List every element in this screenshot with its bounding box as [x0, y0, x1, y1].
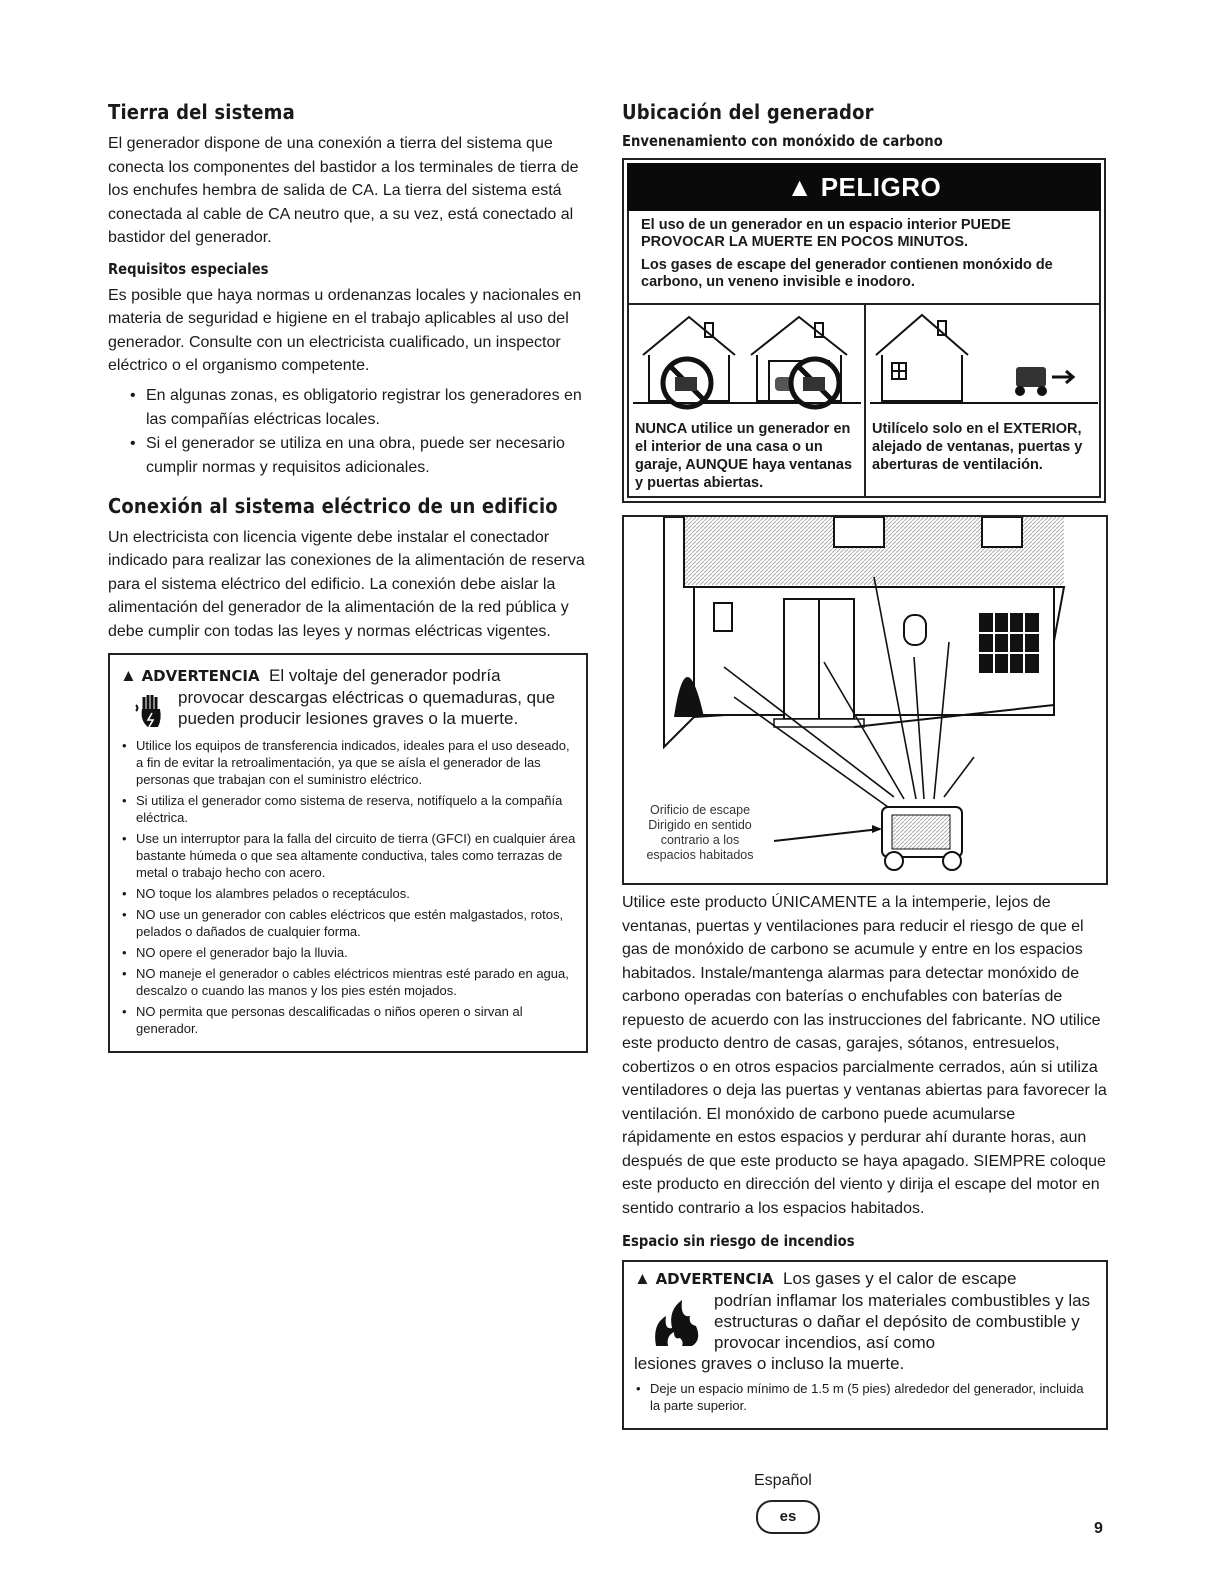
warning-label: ADVERTENCIA — [141, 667, 260, 685]
warning-text-rest: podrían inflamar los materiales combustibles y las estructuras o dañar el depósito de combustible y provocar incendios, así como — [714, 1291, 1091, 1352]
exhaust-caption: Orificio de escape Dirigido en sentido contrario a los espacios habitados — [646, 803, 754, 862]
panel-outdoor-only — [864, 305, 1099, 496]
language-badge: es — [756, 1500, 820, 1534]
warning-label: ADVERTENCIA — [655, 1270, 774, 1288]
electrical-warning-box — [108, 653, 588, 1053]
warning-header — [120, 665, 576, 687]
section-title-special-requirements: Requisitos especiales — [108, 259, 269, 278]
electric-shock-icon — [134, 691, 168, 731]
caption-indoor-prohibited: NUNCA utilice un generador en el interior de una casa o un garaje, AUNQUE haya ventanas y puertas abiertas. — [635, 421, 853, 491]
building-connection-text: Un electricista con licencia vigente debe instalar el conectador indicado para realizar las conexiones de la alimentación de reserva para el sistema eléctrico del edificio. La conexión debe aislar la alimentación del generador de la alimentación de la red pública y debe cumplir con todas las leyes y normas eléctricas vigentes. — [108, 528, 585, 640]
section-title-building-connection: Conexión al sistema eléctrico de un edificio — [108, 493, 558, 518]
footer-language: Español — [754, 1472, 812, 1489]
warning-header — [634, 1268, 1096, 1290]
warning-icon-row — [634, 1290, 1096, 1353]
right-column — [622, 100, 1108, 1430]
list-item: • NO toque los alambres pelados o receptáculos. — [120, 885, 576, 902]
warning-icon-row — [120, 687, 576, 731]
warning-list — [634, 1380, 1096, 1414]
section-title-generator-location: Ubicación del generador — [622, 100, 874, 124]
danger-triangle-icon: ▲ — [786, 172, 813, 202]
list-item: • NO opere el generador bajo la lluvia. — [120, 944, 576, 961]
fire-icon — [648, 1294, 704, 1350]
danger-text-2: Los gases de escape del generador contienen monóxido de carbono, un veneno invisible e inodoro. — [641, 257, 1053, 290]
house-generator-illustration — [622, 515, 1108, 885]
warning-text-inline: El voltaje del generador podría — [269, 666, 501, 685]
list-item: • Use un interruptor para la falla del circuito de tierra (GFCI) en cualquier área bastante húmeda o que sea altamente conductiva, tales como terrazas de metal o trabajo hecho con acero. — [120, 830, 576, 881]
list-item: • Utilice los equipos de transferencia indicados, ideales para el uso deseado, a fin de evitar la retroalimentación, ya que se aísla el generador de las personas que trabajan con el suministro eléctrico. — [120, 737, 576, 788]
warning-list — [120, 737, 576, 1037]
system-ground-text: El generador dispone de una conexión a tierra del sistema que conecta los componentes del bastidor a los terminales de tierra de los enchufes hembra de salida de CA. La tierra del sistema está conectada al cable de CA neutro que, a su vez, está conectado al bastidor del generador. — [108, 135, 579, 246]
section-title-system-ground: Tierra del sistema — [108, 100, 295, 124]
danger-illustration-panels — [627, 305, 1101, 498]
list-item: • NO permita que personas descalificadas o niños operen o sirvan al generador. — [120, 1003, 576, 1037]
danger-text-block — [627, 211, 1101, 305]
special-requirements-list — [130, 384, 588, 480]
fire-warning-box — [622, 1260, 1108, 1430]
subtitle-co-poisoning: Envenenamiento con monóxido de carbono — [622, 132, 943, 150]
indoor-prohibited-icon — [629, 305, 865, 413]
special-requirements-text: Es posible que haya normas u ordenanzas locales y nacionales en materia de seguridad e higiene en el trabajo aplicables al uso del generador. Consulte con un electricista cualificado, un inspector eléctrico o el organismo competente. — [108, 286, 582, 374]
left-column — [108, 100, 588, 1053]
outdoor-only-icon — [866, 305, 1102, 413]
warning-text-inline: Los gases y el calor de escape — [783, 1269, 1017, 1288]
list-item: • NO use un generador con cables eléctricos que estén malgastados, rotos, pelados o dañados de cualquier forma. — [120, 906, 576, 940]
danger-panel — [622, 158, 1106, 503]
list-item: • NO maneje el generador o cables eléctricos mientras esté parado en agua, descalzo o cuando las manos y los pies estén mojados. — [120, 965, 576, 999]
list-item: • Si utiliza el generador como sistema de reserva, notifíquelo a la compañía eléctrica. — [120, 792, 576, 826]
warning-text-last: lesiones graves o incluso la muerte. — [634, 1354, 905, 1373]
list-item: • Deje un espacio mínimo de 1.5 m (5 pies) alrededor del generador, incluida la parte superior. — [634, 1380, 1096, 1414]
danger-label: PELIGRO — [820, 172, 942, 202]
panel-indoor-prohibited — [629, 305, 864, 496]
section-title-fire-risk: Espacio sin riesgo de incendios — [622, 1232, 855, 1250]
caption-outdoor-only: Utilícelo solo en el EXTERIOR, alejado de ventanas, puertas y aberturas de ventilación. — [872, 421, 1083, 473]
warning-text-rest: provocar descargas eléctricas o quemaduras, que pueden producir lesiones graves o la muerte. — [178, 688, 556, 728]
list-item: • Si el generador se utiliza en una obra, puede ser necesario cumplir normas y requisitos adicionales. — [130, 432, 588, 480]
page-number: 9 — [1094, 1520, 1103, 1537]
generator-location-text: Utilice este producto ÚNICAMENTE a la intemperie, lejos de ventanas, puertas y ventilaciones para reducir el riesgo de que el gas de monóxido de carbono se acumule y entre en los espacios habitados. Instale/mantenga alarmas para detectar monóxido de carbono operadas con baterías o enchufables con baterías de repuesto de acuerdo con las instrucciones del fabricante. NO utilice este producto dentro de casas, garajes, sótanos, entresuelos, cobertizos o en otros espacios parcialmente cerrados, aún si utiliza ventiladores o deja las puertas y ventanas abiertas para favorecer la ventilación. El monóxido de carbono puede acumularse rápidamente en estos espacios y perdurar ahí durante horas, aun después de que este producto se haya apagado. SIEMPRE coloque este producto en dirección del viento y dirija el escape del motor en sentido contrario a los espacios habitados. — [622, 894, 1107, 1217]
list-item: • En algunas zonas, es obligatorio registrar los generadores en las compañías eléctricas locales. — [130, 384, 588, 432]
danger-text-1: El uso de un generador en un espacio interior PUEDE PROVOCAR LA MUERTE EN POCOS MINUTOS. — [641, 217, 1011, 250]
warning-triangle-icon: ▲ — [634, 1269, 651, 1288]
warning-triangle-icon: ▲ — [120, 666, 137, 685]
danger-banner — [627, 163, 1101, 211]
